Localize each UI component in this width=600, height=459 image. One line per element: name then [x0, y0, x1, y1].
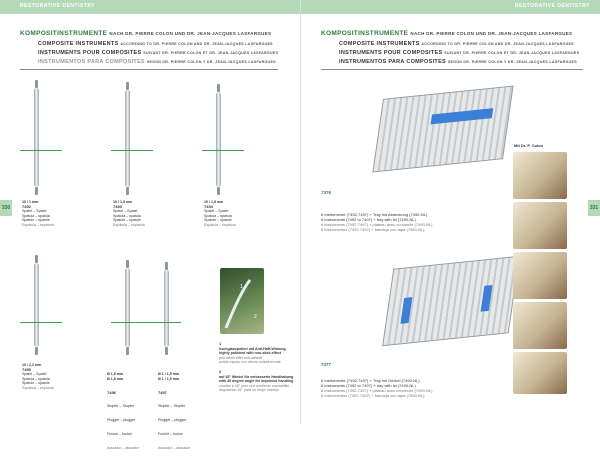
product-caption-7494 [204, 200, 236, 228]
product-code: 7494 [204, 203, 213, 209]
product-desc: Espátula – espátula [113, 222, 145, 227]
product-code: 7495 [22, 366, 31, 372]
clinical-photo-1 [513, 152, 567, 199]
tray-desc: 6 instruments (7492-7497) + plateau avec couvercle (7490-NL) [321, 222, 433, 227]
tray-desc: 6 instruments (7492-7497) + plateau avec couvercle (7490-NL) [321, 388, 433, 393]
instrument-7496 [121, 260, 135, 355]
scale-line [20, 322, 62, 323]
note-text: angulación 45° para un mejor manejo [219, 388, 279, 393]
tray-desc: 6 instruments (7492 to 7497) + tray with lid (7490-NL) [321, 383, 416, 388]
product-desc: Espátula – espátula [22, 222, 54, 227]
note-number: 1 [219, 341, 222, 346]
product-size: 10 / 1,5 mm [204, 200, 224, 204]
left-title-main: KOMPOSITINSTRUMENTE [20, 30, 108, 37]
product-desc: Fouloir – fouloir [107, 431, 132, 436]
right-title [321, 30, 572, 37]
product-caption-7493 [113, 200, 145, 228]
right-title-main: KOMPOSITINSTRUMENTE [321, 30, 409, 37]
left-subtitle-fr-suffix: SUIVANT DR. PIERRE COLON ET DR. JEAN-JACQUES LASFARGUES [143, 51, 279, 55]
left-subtitle-fr [38, 50, 278, 56]
instrument-7495 [30, 255, 44, 355]
scale-line [20, 150, 62, 151]
product-caption-7495 [22, 363, 54, 391]
left-subtitle-es [38, 59, 276, 65]
tray-silicone-band [481, 285, 493, 312]
right-header-label: RESTORATIVE DENTISTRY [514, 3, 590, 9]
note-text: coudée à 45° pour une meilleure maniabilité [219, 383, 290, 388]
instrument-7492 [30, 80, 44, 195]
note-text: poli-miroir effet anti-adhésif [219, 355, 263, 360]
product-size: Ø 1,8 mm Ø 1,8 mm [107, 372, 124, 381]
product-desc: Spatel – Spatel [204, 209, 229, 214]
tray-desc: 6 instrumentos (7492-7497) + bandeja con tapa (7490-NL) [321, 227, 425, 232]
note-text: pulido espejo con efecto antiadherente [219, 360, 281, 365]
product-caption-7492 [22, 200, 54, 228]
right-title-rule [321, 69, 583, 70]
product-desc: Spatule – spatule [22, 218, 50, 223]
right-page-number: 331 [588, 200, 600, 216]
product-desc: Spatula – spatula [22, 213, 50, 218]
svg-text:1: 1 [240, 284, 243, 290]
right-subtitle-es-suffix: SEGÚN DR. PIERRE COLON Y DR. JEAN-JACQUES LASFARGUES [447, 60, 577, 64]
product-desc: Spatula – spatula [204, 213, 232, 218]
note-text: highly polished with non-stick effect [219, 351, 282, 356]
note-number: 2 [219, 369, 222, 374]
instrument-7497 [160, 262, 174, 355]
clinical-photo-4 [513, 302, 567, 349]
left-page [0, 0, 300, 450]
product-caption-7497 [158, 363, 190, 459]
tray-desc: 6 Instrumente (7492-7497) + Tray mit Abdeckung (7490-NL) [321, 212, 428, 217]
left-subtitle-en-main: COMPOSITE INSTRUMENTS [38, 41, 119, 47]
tray-silicone-band [400, 297, 412, 324]
right-header-bar [301, 0, 600, 14]
left-header-bar [0, 0, 300, 14]
clinical-photo-2 [513, 202, 567, 249]
right-subtitle-fr-main: INSTRUMENTS POUR COMPOSITES [339, 50, 443, 56]
right-subtitle-es [339, 59, 577, 65]
product-desc: Atacador – atacador [107, 445, 140, 450]
product-code: 7493 [113, 203, 122, 209]
right-subtitle-fr [339, 50, 579, 56]
scale-line [202, 150, 244, 151]
left-title-suffix: NACH DR. PIERRE COLON UND DR. JEAN-JACQUES LASFARGUES [109, 31, 272, 36]
product-size: Ø 1 / 1,5 mm Ø 1 / 1,5 mm [158, 372, 180, 381]
clinical-photo-5 [513, 352, 567, 394]
note-2 [219, 370, 293, 393]
tray-caption-7376 [321, 190, 331, 195]
tray-desc: 6 instrumentos (7492-7497) + bandeja con tapa (7490-NL) [321, 393, 425, 398]
product-desc: Stopfer – Stopfer [158, 404, 186, 409]
product-size: 10 / 1,5 mm [113, 200, 133, 204]
left-title-rule [20, 69, 278, 70]
product-desc: Espátula – espátula [204, 222, 236, 227]
product-desc: Atacador – atacador [158, 445, 191, 450]
right-subtitle-en-main: COMPOSITE INSTRUMENTS [339, 41, 420, 47]
product-size: 10 / 2,2 mm [22, 363, 42, 367]
left-subtitle-fr-main: INSTRUMENTS POUR COMPOSITES [38, 50, 142, 56]
product-desc: Spatula – spatula [22, 376, 50, 381]
note-text: auf 45° Winkel für verbesserte Handhabung [219, 374, 294, 379]
product-desc: Spatule – spatule [22, 381, 50, 386]
note-text: with 45 degree angle for improved handling [219, 379, 294, 384]
instrument-7493 [121, 82, 135, 195]
right-subtitle-en-suffix: ACCORDING TO DR. PIERRE COLON AND DR. JEAN-JACQUES LASFARGUES [421, 42, 574, 46]
product-size: 10 / 1 mm [22, 200, 39, 204]
tray-caption-7377 [321, 362, 331, 367]
instrument-tip-photo [220, 268, 264, 334]
right-subtitle-es-main: INSTRUMENTOS PARA COMPOSITES [339, 59, 446, 65]
product-desc: Spatule – spatule [204, 218, 232, 223]
instrument-7494 [212, 84, 226, 195]
right-subtitle-en [339, 41, 574, 47]
instrument-tray-open [382, 256, 520, 347]
tray-desc-7376 [321, 212, 433, 232]
product-code: 7492 [22, 203, 31, 209]
scale-line [111, 322, 181, 323]
right-title-suffix: NACH DR. PIERRE COLON UND DR. JEAN-JACQUES LASFARGUES [410, 31, 573, 36]
product-desc: Spatel – Spatel [22, 372, 47, 377]
product-desc: Spatule – spatule [113, 218, 141, 223]
left-subtitle-es-main: INSTRUMENTOS PARA COMPOSITES [38, 59, 145, 65]
product-desc: Espátula – espátula [22, 385, 54, 390]
left-page-number: 330 [0, 200, 12, 216]
product-desc: Plugger – plugger [158, 418, 187, 423]
tray-code: 7376 [321, 190, 332, 195]
left-header-label: RESTORATIVE DENTISTRY [20, 3, 96, 9]
note-text: hochglanzpoliert mit Anti-Haft-Wirkung [219, 346, 286, 351]
left-title [20, 30, 271, 37]
tip-drawing [220, 268, 264, 334]
right-subtitle-fr-suffix: SUIVANT DR. PIERRE COLON ET DR. JEAN-JACQUES LASFARGUES [444, 51, 580, 55]
tray-desc: 6 instruments (7492 to 7497) + tray with lid (7490-NL) [321, 217, 416, 222]
photo-credit: Mit Dr. P. Colon [514, 143, 544, 148]
left-subtitle-en [38, 41, 273, 47]
left-subtitle-en-suffix: ACCORDING TO DR. PIERRE COLON AND DR. JEAN-JACQUES LASFARGUES [120, 42, 273, 46]
product-desc: Stopfer – Stopfer [107, 404, 135, 409]
product-desc: Fouloir – fouloir [158, 431, 183, 436]
tray-desc-7377 [321, 378, 433, 398]
product-code: 7497 [158, 389, 167, 395]
product-desc: Plugger – plugger [107, 418, 136, 423]
scale-line [111, 150, 153, 151]
product-caption-7496 [107, 363, 139, 459]
left-subtitle-es-suffix: SEGÚN DR. PIERRE COLON Y DR. JEAN-JACQUES LASFARGUES [146, 60, 276, 64]
product-desc: Spatula – spatula [113, 213, 141, 218]
svg-text:2: 2 [254, 314, 257, 320]
note-1 [219, 342, 286, 365]
clinical-photo-3 [513, 252, 567, 299]
product-desc: Spatel – Spatel [113, 209, 138, 214]
tray-desc: 6 Instrumente (7492-7497) + Tray mit Deckel (7490-NL) [321, 378, 420, 383]
instrument-tray-lid [372, 86, 513, 173]
tray-silicone-band [431, 108, 494, 124]
tray-code: 7377 [321, 362, 332, 367]
product-desc: Spatel – Spatel [22, 209, 47, 214]
product-code: 7496 [107, 389, 116, 395]
